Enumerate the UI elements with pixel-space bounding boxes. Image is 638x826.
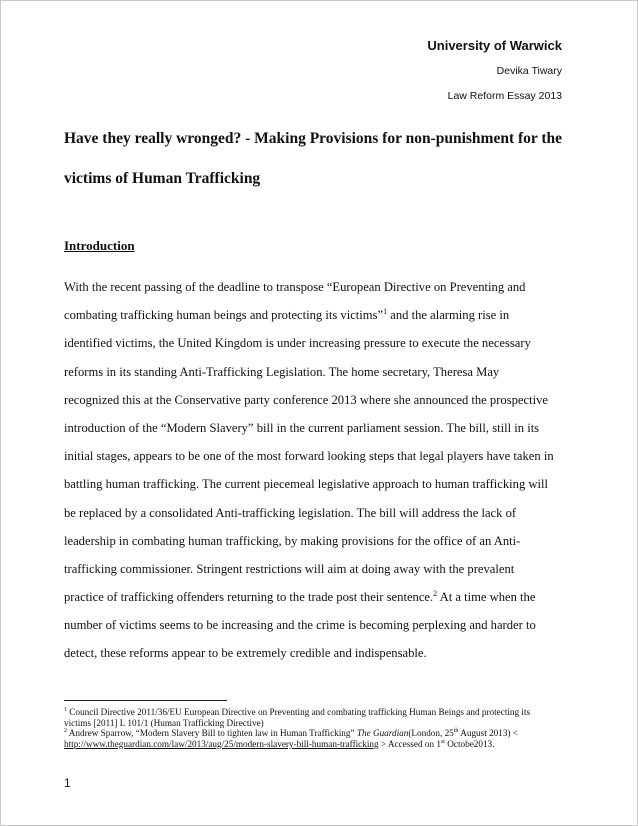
footnote-2: $^2$ Andrew Sparrow, “Modern Slavery Bill to tighten law in Human Trafficking” The Guardian(London, 25th August 2013) < <box>64 728 518 739</box>
footnote-url-link[interactable]: http://www.theguardian.com/law/2013/aug/25/modern-slavery-bill-human-trafficking <box>64 738 379 749</box>
body-line: detect, these reforms appear to be extremely credible and indispensable. <box>64 646 427 661</box>
body-text <box>64 277 588 672</box>
body-line: battling human trafficking. The current piecemeal legislative approach to human trafficking will <box>64 477 548 492</box>
body-line: leadership in combating human trafficking, by making provisions for the office of an Anti- <box>64 533 521 548</box>
body-line: practice of trafficking offenders returning to the trade post their sentence.$^2$ At a time when the <box>64 588 536 605</box>
footnote-2-cont: http://www.theguardian.com/law/2013/aug/25/modern-slavery-bill-human-trafficking > Accessed on 1st Octobe2013. <box>64 738 495 749</box>
header-essay: Law Reform Essay 2013 <box>447 90 562 102</box>
title-line: victims of Human Trafficking <box>64 170 261 187</box>
body-line: trafficking commissioner. Stringent restrictions will aim at doing away with the prevalent <box>64 561 515 576</box>
footnotes <box>64 707 584 749</box>
footnote-ref-2: 2 <box>433 588 438 598</box>
footnote-1-cont: victims [2011] L 101/1 (Human Trafficking Directive) <box>64 717 264 728</box>
body-line: With the recent passing of the deadline to transpose “European Directive on Preventing and <box>64 280 526 294</box>
body-line: be replaced by a consolidated Anti-trafficking legislation. The bill will address the lack of <box>64 505 517 520</box>
body-line: initial stages, appears to be one of the most forward looking steps that legal players have taken in <box>64 449 554 464</box>
essay-title <box>64 119 564 199</box>
footnote-ref-1: 1 <box>383 307 388 316</box>
page-number: 1 <box>64 776 71 790</box>
section-heading: Introduction <box>64 238 135 253</box>
body-line: introduction of the “Modern Slavery” bill in the current parliament session. The bill, still in its <box>64 420 540 435</box>
body-line: identified victims, the United Kingdom is under increasing pressure to execute the necessary <box>64 336 531 351</box>
body-line: recognized this at the Conservative party conference 2013 where she announced the prospective <box>64 392 548 407</box>
body-line: combating trafficking human beings and protecting its victims”$^1$ and the alarming rise in <box>64 307 510 323</box>
body-line: number of victims seems to be increasing and the crime is becoming perplexing and harder to <box>64 618 536 633</box>
body-line: reforms in its standing Anti-Trafficking Legislation. The home secretary, Theresa May <box>64 364 500 379</box>
header-author: Devika Tiwary <box>496 65 562 77</box>
title-line: Have they really wronged? - Making Provisions for non-punishment for the <box>64 130 563 147</box>
footnote-1: $^1$ Council Directive 2011/36/EU European Directive on Preventing and combating trafficking Human Beings and protecting its <box>64 706 531 717</box>
header-university: University of Warwick <box>427 38 562 53</box>
footnote-separator <box>64 700 227 701</box>
